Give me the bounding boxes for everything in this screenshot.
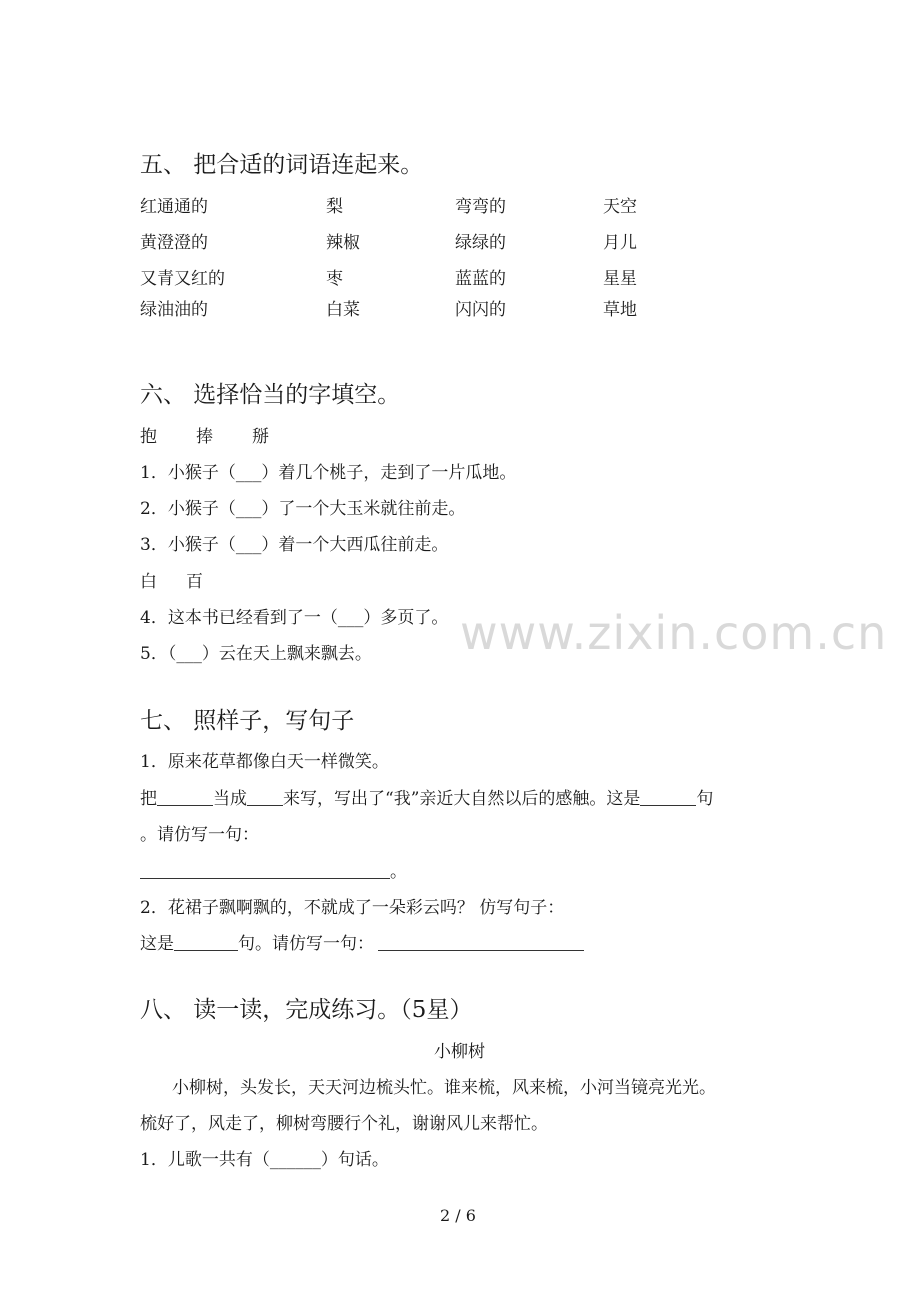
line-text: 当成 [213, 789, 247, 809]
blank [140, 863, 390, 879]
question-6-5: 5．（___）云在天上飘来飘去。 [140, 644, 372, 664]
blank [174, 935, 238, 951]
line-text: 句 [696, 789, 714, 809]
question-6-1: 1．小猴子（___）着几个桃子，走到了一片瓜地。 [140, 463, 517, 483]
poem-line-2: 梳好了，风走了，柳树弯腰行个礼，谢谢风儿来帮忙。 [140, 1114, 548, 1134]
match-word: 白菜 [326, 300, 360, 320]
poem-line-1: 小柳树，头发长，天天河边梳头忙。谁来梳，风来梳，小河当镜亮光光。 [172, 1078, 716, 1098]
char-option: 白 [140, 572, 157, 592]
match-word: 又青又红的 [140, 269, 225, 289]
line-end: 。 [390, 862, 407, 882]
match-word: 月儿 [603, 233, 637, 253]
imitate-prompt: 。请仿写一句： [140, 825, 259, 845]
question-7-1: 1．原来花草都像白天一样微笑。 [140, 752, 389, 772]
blank [247, 790, 283, 806]
question-6-3: 3．小猴子（___）着一个大西瓜往前走。 [140, 535, 449, 555]
line-text: 这是 [140, 934, 174, 954]
section-8-title: 八、 读一读，完成练习。（5星） [140, 997, 473, 1023]
poem-title: 小柳树 [434, 1042, 485, 1062]
question-6-4: 4．这本书已经看到了一（___）多页了。 [140, 608, 449, 628]
fill-line-7-2 [140, 929, 584, 954]
char-option: 抱 [140, 427, 157, 447]
section-5-title: 五、 把合适的词语连起来。 [140, 152, 424, 178]
line-text: 句。请仿写一句： [238, 934, 374, 954]
line-text: 把 [140, 789, 157, 809]
match-word: 弯弯的 [455, 197, 506, 217]
match-word: 蓝蓝的 [455, 269, 506, 289]
page-number: 2 / 6 [440, 1206, 476, 1225]
match-word: 天空 [603, 197, 637, 217]
blank [157, 790, 213, 806]
char-option: 捧 [196, 427, 213, 447]
match-word: 梨 [326, 197, 343, 217]
blank [378, 935, 584, 951]
match-word: 黄澄澄的 [140, 233, 208, 253]
match-word: 星星 [603, 269, 637, 289]
match-word: 枣 [326, 269, 343, 289]
section-6-title: 六、 选择恰当的字填空。 [140, 382, 401, 408]
match-word: 绿油油的 [140, 300, 208, 320]
answer-line [140, 857, 407, 882]
fill-line-7-1 [140, 784, 713, 809]
question-8-1: 1．儿歌一共有（______）句话。 [140, 1150, 389, 1170]
question-7-2: 2．花裙子飘啊飘的，不就成了一朵彩云吗？ 仿写句子： [140, 898, 565, 918]
section-7-title: 七、 照样子，写句子 [140, 708, 355, 734]
question-6-2: 2．小猴子（___）了一个大玉米就往前走。 [140, 499, 466, 519]
match-word: 草地 [603, 300, 637, 320]
match-word: 闪闪的 [455, 300, 506, 320]
char-option: 掰 [252, 427, 269, 447]
blank [640, 790, 696, 806]
match-word: 辣椒 [326, 233, 360, 253]
watermark: www.zixin.com.cn [460, 606, 888, 660]
char-option: 百 [186, 572, 203, 592]
match-word: 红通通的 [140, 197, 208, 217]
match-word: 绿绿的 [455, 233, 506, 253]
line-text: 来写，写出了“我”亲近大自然以后的感触。这是 [283, 789, 641, 809]
